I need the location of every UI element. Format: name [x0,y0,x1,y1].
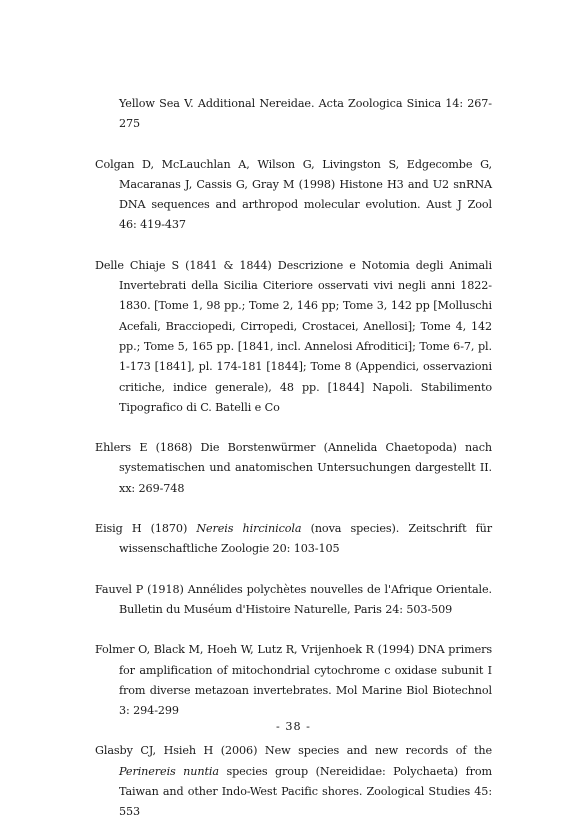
reference-entry-folmer [95,640,492,721]
reference-entry-fauvel [95,580,492,621]
reference-text: (nova species). Zeitschrift für wissenschaftliche Zoologie 20: 103-105 [119,522,492,556]
reference-entry-delle-chiaje [95,256,492,418]
reference-list [95,94,492,823]
reference-text: Glasby CJ, Hsieh H (2006) New species and new records of the [95,744,492,758]
species-name: Perinereis nuntia [119,764,219,778]
reference-entry-yellow-sea [95,94,492,135]
reference-text: Colgan D, McLauchlan A, Wilson G, Livingston S, Edgecombe G, Macaranas J, Cassis G, Gray M (1998) Histone H3 and U2 snRNA DNA sequences and arthropod molecular evolution. Aust J Zool 46: 419-437 [95,157,492,232]
reference-entry-glasby [95,741,492,822]
reference-entry-colgan [95,155,492,236]
reference-text: Folmer O, Black M, Hoeh W, Lutz R, Vrijenhoek R (1994) DNA primers for amplification of mitochondrial cytochrome c oxidase subunit I from diverse metazoan invertebrates. Mol Marine Biol Biotechnol 3: 294-299 [95,643,492,718]
reference-text: Fauvel P (1918) Annélides polychètes nouvelles de l'Afrique Orientale. Bulletin du Muséum d'Histoire Naturelle, Paris 24: 503-509 [95,582,492,616]
reference-entry-ehlers [95,438,492,499]
reference-text: Ehlers E (1868) Die Borstenwürmer (Annelida Chaetopoda) nach systematischen und anatomischen Untersuchungen dargestellt II. xx: 269-748 [95,441,492,495]
reference-entry-eisig [95,519,492,560]
page-number: - 38 - [276,720,311,733]
reference-text: Delle Chiaje S (1841 & 1844) Descrizione e Notomia degli Animali Invertebrati della Sicilia Citeriore osservati vivi negli anni 1822-1830. [Tome 1, 98 pp.; Tome 2, 146 pp; Tome 3, 142 pp [Molluschi Acefali, Bracciopedi, Cirropedi, Crostacei, Anellosi]; Tome 4, 142 pp.; Tome 5, 165 pp. [1841, incl. Annelosi Afroditici]; Tome 6-7, pl. 1-173 [1841], pl. 174-181 [1844]; Tome 8 (Appendici, osservazioni critiche, indice generale), 48 pp. [1844] Napoli. Stabilimento Tipografico di C. Batelli e Co [95,258,492,414]
reference-text: Yellow Sea V. Additional Nereidae. Acta Zoologica Sinica 14: 267-275 [119,97,492,131]
reference-text: Eisig H (1870) [95,522,197,536]
species-name: Nereis hircinicola [196,522,302,536]
reference-text: species group (Nereididae: Polychaeta) from Taiwan and other Indo-West Pacific shores. Zoological Studies 45: 553 [119,764,492,819]
